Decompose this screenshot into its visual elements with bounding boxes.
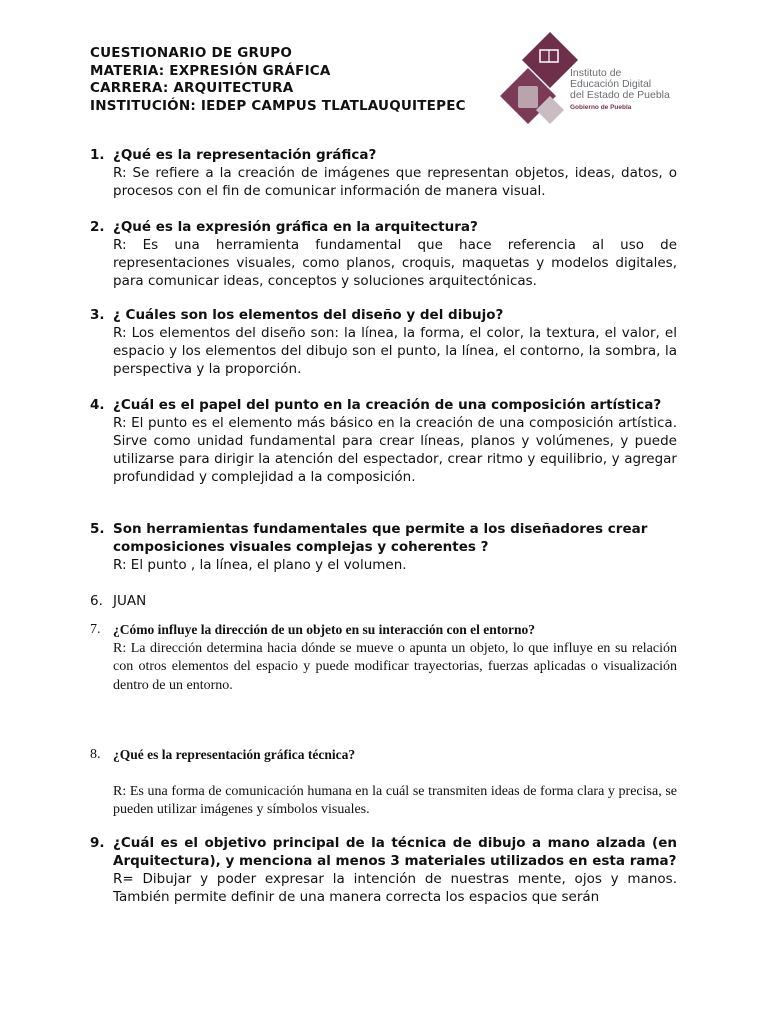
logo-subtitle: Gobierno de Puebla — [570, 104, 632, 111]
question-answer: R: Se refiere a la creación de imágenes que representan objetos, ideas, datos, o procesos con el fin de comunicar información de manera visual. — [113, 165, 677, 199]
logo-line: del Estado de Puebla — [570, 89, 670, 101]
question-title: ¿Cuál es el papel del punto en la creación de una composición artística? — [113, 397, 662, 413]
header-line-group: CUESTIONARIO DE GRUPO — [90, 45, 292, 61]
question-number: 7. — [90, 622, 101, 637]
document-header — [90, 45, 466, 115]
logo-line: Instituto de — [570, 67, 622, 79]
question-title: ¿Qué es la expresión gráfica en la arquitectura? — [113, 219, 478, 235]
question-answer: R: Es una forma de comunicación humana en la cuál se transmiten ideas de forma clara y precisa, se pueden utilizar imágenes y símbolos visuales. — [113, 783, 677, 817]
question-number: 1. — [90, 147, 105, 163]
question-item-4 — [90, 396, 677, 486]
question-answer: JUAN — [113, 593, 147, 609]
seal-icon — [518, 86, 538, 108]
question-number: 6. — [90, 593, 103, 609]
question-answer: R: El punto , la línea, el plano y el volumen. — [113, 557, 407, 573]
question-number: 3. — [90, 307, 105, 323]
header-line-institution: INSTITUCIÓN: IEDEP CAMPUS TLATLAUQUITEPEC — [90, 97, 466, 114]
question-title: Son herramientas fundamentales que permite a los diseñadores crear composiciones visuales complejas y coherentes ? — [113, 521, 648, 555]
question-item-3 — [90, 306, 677, 378]
question-item-8 — [90, 746, 677, 820]
question-item-7 — [90, 621, 677, 695]
logo-line: Educación Digital — [570, 78, 652, 90]
question-number: 4. — [90, 397, 105, 413]
question-answer: R= Dibujar y poder expresar la intención de nuestras mente, ojos y manos. También permite definir de una manera correcta los espacios que serán — [113, 871, 677, 905]
question-number: 2. — [90, 219, 105, 235]
question-answer: R: El punto es el elemento más básico en la creación de una composición artística. Sirve como unidad fundamental para crear líneas, planos y volúmenes, y puede utilizarse para dirigir la atención del espectador, crear ritmo y equilibrio, y agregar profundidad y complejidad a la composición. — [113, 415, 677, 485]
question-title: ¿Cuál es el objetivo principal de la técnica de dibujo a mano alzada (en Arquitectura), y menciona al menos 3 materiales utilizados en esta rama? — [113, 835, 677, 869]
question-title: ¿Qué es la representación gráfica? — [113, 147, 377, 163]
question-item-5 — [90, 520, 677, 574]
logo-text — [570, 68, 670, 113]
question-answer: R: Es una herramienta fundamental que hace referencia al uso de representaciones visuales, como planos, croquis, maquetas y modelos digitales, para comunicar ideas, conceptos y soluciones arquitectónicas. — [113, 237, 677, 289]
header-line-subject: MATERIA: EXPRESIÓN GRÁFICA — [90, 62, 331, 79]
question-title: ¿ Cuáles son los elementos del diseño y del dibujo? — [113, 307, 504, 323]
question-title: ¿Qué es la representación gráfica técnica? — [113, 747, 356, 762]
question-answer: R: La dirección determina hacia dónde se mueve o apunta un objeto, lo que influye en su relación con otros elementos del espacio y puede modificar trayectorias, fuerzas aplicadas o visualización dentro de un entorno. — [113, 640, 677, 693]
question-item-2 — [90, 218, 677, 290]
question-answer: R: Los elementos del diseño son: la línea, la forma, el color, la textura, el valor, el espacio y los elementos del dibujo son el punto, la línea, el contorno, la sombra, la perspectiva y la proporción. — [113, 325, 677, 377]
question-item-6 — [90, 592, 677, 610]
question-title: ¿Cómo influye la dirección de un objeto en su interacción con el entorno? — [113, 622, 535, 637]
question-number: 5. — [90, 521, 105, 537]
question-item-9 — [90, 834, 677, 906]
question-item-1 — [90, 146, 677, 200]
question-number: 8. — [90, 747, 101, 762]
header-line-career: CARRERA: ARQUITECTURA — [90, 80, 294, 96]
question-number: 9. — [90, 835, 105, 851]
